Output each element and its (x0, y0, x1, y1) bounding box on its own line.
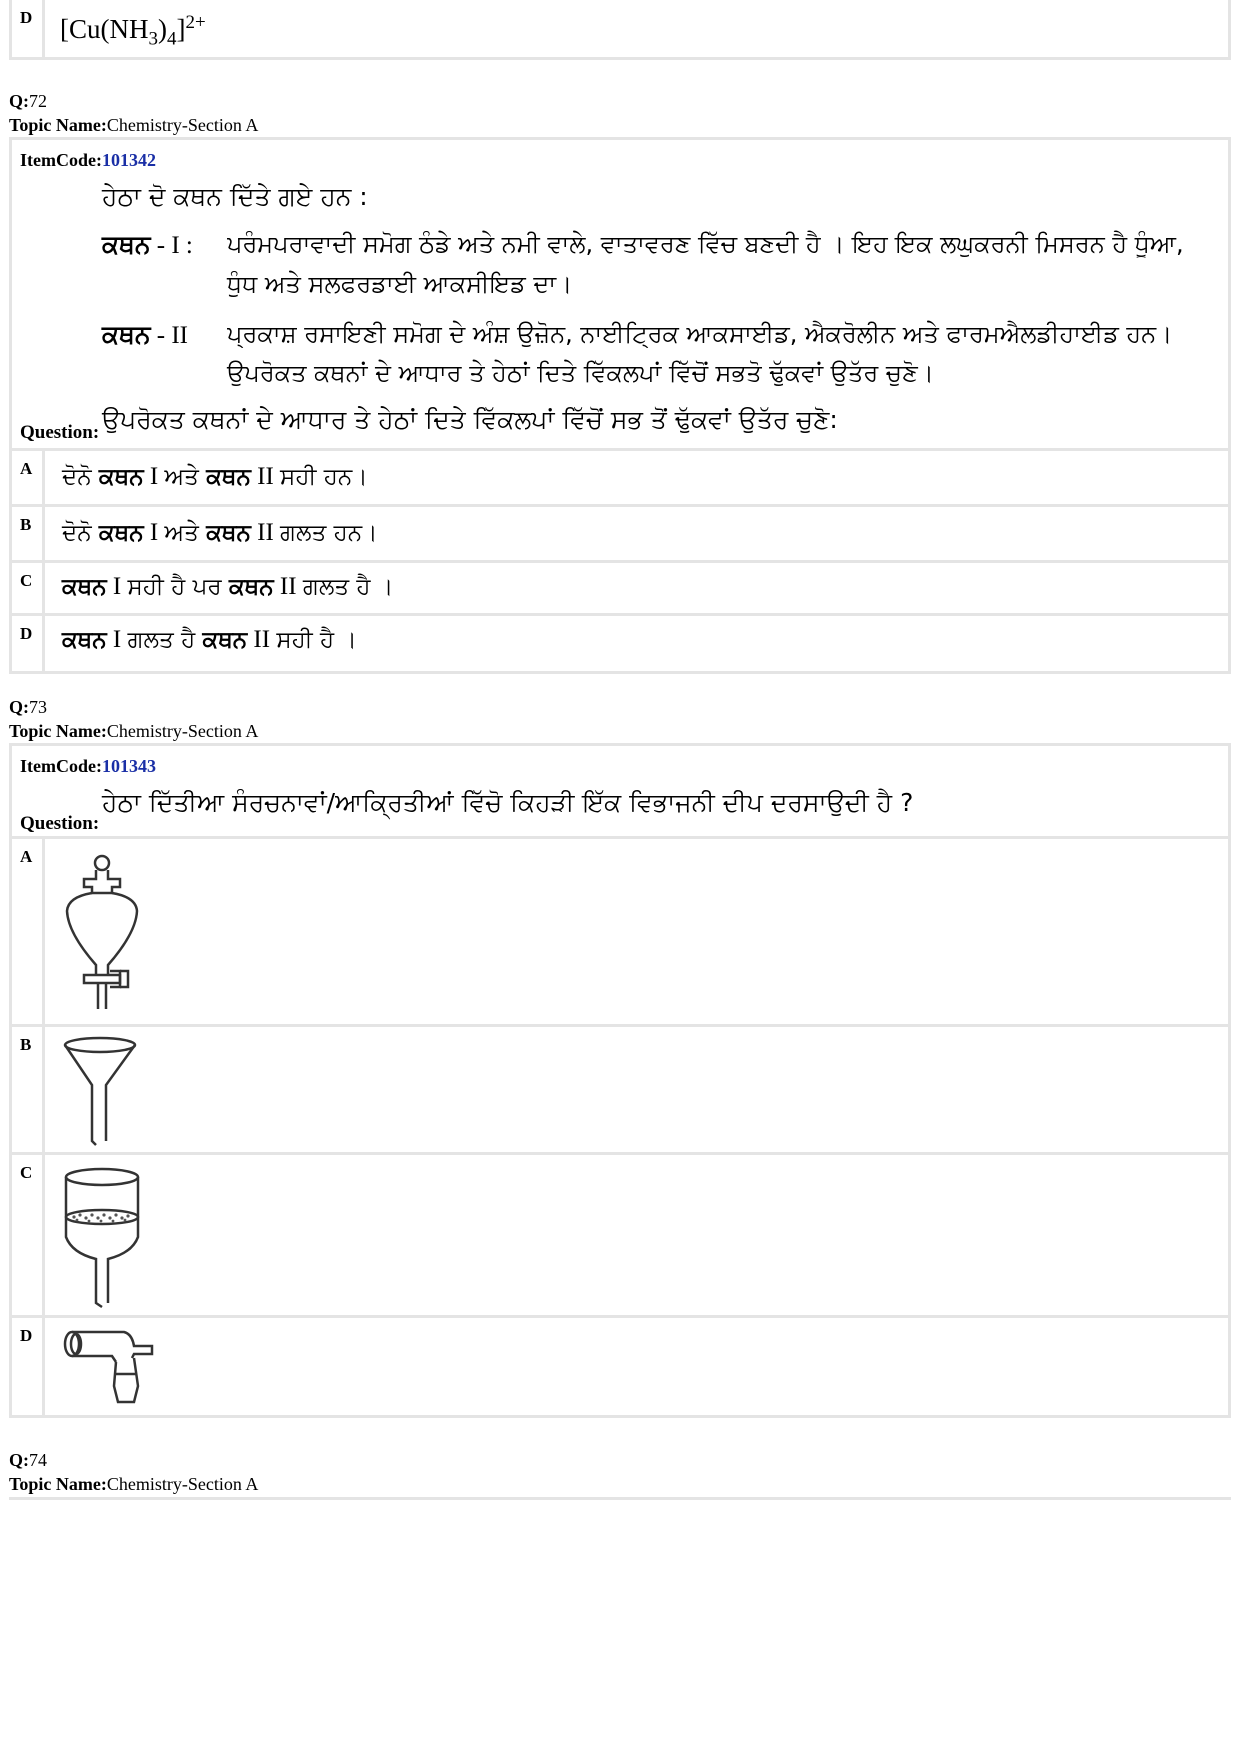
option-divider (42, 563, 45, 613)
option-letter: D (20, 1326, 33, 1345)
option-d[interactable] (9, 1318, 1231, 1418)
topic-name: Topic Name:Chemistry-Section A (9, 721, 259, 741)
question-number: Q:73 (9, 697, 47, 717)
option-c[interactable] (9, 563, 1231, 616)
itemcode: ItemCode:101342 (20, 150, 156, 170)
option-b[interactable] (9, 507, 1231, 563)
option-d[interactable] (9, 616, 1231, 674)
question-number: Q:74 (9, 1450, 47, 1470)
option-letter: A (20, 847, 33, 866)
option-letter: D (20, 624, 33, 643)
question-panel (9, 137, 1231, 451)
option-letter: C (20, 1163, 33, 1182)
option-letter: D (20, 8, 33, 27)
option-text: ਕਥਨ I ਗਲਤ ਹੈ ਕਥਨ II ਸਹੀ ਹੈ । (62, 626, 357, 653)
statement-2-text-line-2: ਉਪਰੋਕਤ ਕਥਨਾਂ ਦੇ ਆਧਾਰ ਤੇ ਹੇਠਾਂ ਦਿਤੇ ਵਿੱਕਲਪਾਂ ਵਿੱਚੋਂ ਸਭਤੋ ਢੁੱਕਵਾਂ ਉਤੱਰ ਚੁਣੋ। (227, 359, 934, 387)
option-divider (42, 1155, 45, 1315)
question-number: Q:72 (9, 91, 47, 111)
statement-2-label: ਕਥਨ - II (102, 320, 189, 349)
question-intro: ਹੇਠਾ ਦੋ ਕਥਨ ਦਿੱਤੇ ਗਏ ਹਨ : (102, 182, 368, 211)
option-divider (42, 616, 45, 671)
option-letter: A (20, 459, 33, 478)
buchner-funnel-icon (62, 1165, 142, 1310)
option-a[interactable] (9, 451, 1231, 507)
filter-funnel-icon (62, 1035, 142, 1147)
question-label: Question: (20, 813, 100, 834)
option-formula: $[Cu(NH_3)_4]^{2+}$ (60, 12, 206, 50)
option-letter: C (20, 571, 33, 590)
option-divider (42, 0, 45, 57)
option-divider (42, 1027, 45, 1152)
topic-name: Topic Name:Chemistry-Section A (9, 115, 259, 135)
option-b[interactable] (9, 1027, 1231, 1155)
question-text: ਉਪਰੋਕਤ ਕਥਨਾਂ ਦੇ ਆਧਾਰ ਤੇ ਹੇਠਾਂ ਦਿਤੇ ਵਿੱਕਲਪਾਂ ਵਿੱਚੋਂ ਸਭ ਤੋਂ ਢੁੱਕਵਾਂ ਉਤੱਰ ਚੁਣੋ: (102, 405, 838, 434)
statement-2-text-line-1: ਪ੍ਰਕਾਸ਼ ਰਸਾਇਣੀ ਸਮੋਗ ਦੇ ਅੰਸ਼ ਉਜ਼ੋਨ, ਨਾਈਟ੍ਰਿਕ ਆਕਸਾਈਡ, ਐਕਰੋਲੀਨ ਅਤੇ ਫਾਰਮਐਲਡੀਹਾਈਡ ਹਨ। (227, 320, 1173, 348)
option-divider (42, 1318, 45, 1415)
statement-1-text-line-1: ਪਰੰਮਪਰਾਵਾਦੀ ਸਮੋਗ ਠੰਡੇ ਅਤੇ ਨਮੀ ਵਾਲੇ, ਵਾਤਾਵਰਣ ਵਿੱਚ ਬਣਦੀ ਹੈ । ਇਹ ਇਕ ਲਘੁਕਰਨੀ ਮਿਸਰਨ ਹੈ ਧੂੰਆ, (227, 230, 1184, 258)
option-text: ਦੋਨੋ ਕਥਨ I ਅਤੇ ਕਥਨ II ਗਲਤ ਹਨ। (62, 519, 378, 546)
topic-name: Topic Name:Chemistry-Section A (9, 1474, 259, 1494)
prev-option-d[interactable] (9, 0, 1231, 60)
option-letter: B (20, 515, 32, 534)
question-text: ਹੇਠਾ ਦਿੱਤੀਆ ਸੰਰਚਨਾਵਾਂ/ਆਕ੍ਰਿਤੀਆਂ ਵਿੱਚੋ ਕਿਹੜੀ ਇੱਕ ਵਿਭਾਜਨੀ ਦੀਪ ਦਰਸਾਉਦੀ ਹੈ ? (102, 788, 914, 817)
statement-1-text-line-2: ਧੁੰਧ ਅਤੇ ਸਲਫਰਡਾਈ ਆਕਸੀਇਡ ਦਾ। (227, 270, 573, 298)
option-divider (42, 451, 45, 504)
option-divider (42, 839, 45, 1024)
itemcode: ItemCode:101343 (20, 756, 156, 776)
option-text: ਕਥਨ I ਸਹੀ ਹੈ ਪਰ ਕਥਨ II ਗਲਤ ਹੈ । (62, 573, 394, 600)
option-text: ਦੋਨੋ ਕਥਨ I ਅਤੇ ਕਥਨ II ਸਹੀ ਹਨ। (62, 463, 368, 490)
question-panel (9, 743, 1231, 839)
option-c[interactable] (9, 1155, 1231, 1318)
bent-tube-adapter-icon (62, 1330, 162, 1410)
option-letter: B (20, 1035, 32, 1054)
option-divider (42, 507, 45, 560)
separating-funnel-icon (62, 853, 142, 1013)
statement-1-label: ਕਥਨ - I : (102, 230, 193, 259)
divider-line (9, 1497, 1231, 1500)
question-label: Question: (20, 422, 100, 443)
option-a[interactable] (9, 839, 1231, 1027)
